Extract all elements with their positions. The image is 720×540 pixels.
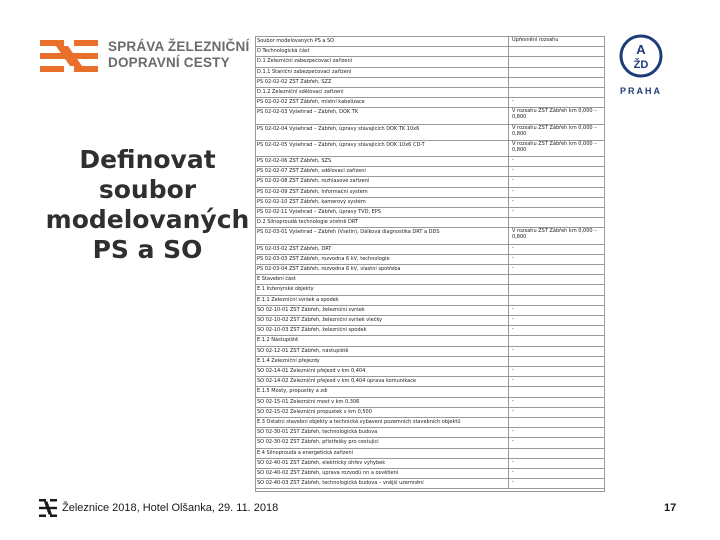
cell-item: PS 02-02-07 ŽST Zábřeh, sdělovací zařízení xyxy=(257,168,366,175)
page-title: Definovat soubor modelovaných PS a SO xyxy=(45,145,250,264)
cell-scope: - xyxy=(512,316,514,322)
cell-scope: - xyxy=(512,305,514,312)
table-row xyxy=(255,140,605,157)
cell-scope: - xyxy=(512,377,514,384)
column-divider xyxy=(508,386,509,396)
cell-item: SO 02-40-03 ŽST Zábřeh, technologická budova – vnější uzemnění xyxy=(257,480,424,487)
cell-scope: - xyxy=(512,208,514,214)
cell-item: E.3 Ostatní stavební objekty a technická vybavení pozemních stavebních objektů xyxy=(257,419,461,425)
cell-item: PS 02-03-04 ŽST Zábřeh, rozvodna 6 kV, vlastní spotřeba xyxy=(257,266,401,272)
cell-scope: - xyxy=(512,157,514,163)
column-divider xyxy=(508,366,509,376)
cell-item: PS 02-02-06 ŽST Zábřeh, SZS xyxy=(257,158,332,164)
cell-item: E.1 Inženýrské objekty xyxy=(257,286,314,293)
column-divider xyxy=(508,284,509,294)
cell-scope: - xyxy=(512,197,514,204)
cell-item: E.1.5 Mosty, propustky a zdi xyxy=(257,388,328,395)
cell-item: SO 02-14-01 Železniční přejezd v km 0,404 xyxy=(257,368,366,374)
table-row xyxy=(255,124,605,141)
column-divider xyxy=(508,156,509,166)
svg-text:A: A xyxy=(636,42,646,57)
svg-text:ŽD: ŽD xyxy=(633,59,649,71)
cell-scope: - xyxy=(512,346,514,353)
column-divider xyxy=(508,77,509,87)
column-divider xyxy=(508,407,509,417)
column-divider xyxy=(508,124,509,140)
cell-scope: - xyxy=(512,458,514,465)
table-row xyxy=(255,107,605,124)
column-divider xyxy=(508,325,509,335)
column-divider xyxy=(508,67,509,77)
cell-scope: - xyxy=(512,397,514,404)
cell-scope: - xyxy=(512,428,514,435)
column-divider xyxy=(508,468,509,478)
cell-scope: - xyxy=(512,265,514,271)
szdc-name-line1: SPRÁVA ŽELEZNIČNÍ xyxy=(108,39,250,54)
cell-item: SO 02-30-01 ŽST Zábřeh, technologická budova xyxy=(257,429,378,436)
cell-item: PS 02-02-05 Vyšehrad – Zábřeh, úpravy stávajících DOK 10x6 ČD-T xyxy=(257,141,425,148)
cell-item: PS 02-02-02 ŽST Zábřeh, SZZ xyxy=(257,78,332,85)
szdc-footer-icon xyxy=(38,498,58,518)
column-divider xyxy=(508,166,509,176)
column-divider xyxy=(508,356,509,366)
cell-scope: - xyxy=(512,177,514,184)
column-divider xyxy=(508,46,509,56)
cell-scope: - xyxy=(512,244,514,251)
footer-text: Železnice 2018, Hotel Olšanka, 29. 11. 2018 xyxy=(62,502,279,514)
cell-item: PS 02-02-02 ŽST Zábřeh, místní kabelizace xyxy=(257,99,365,106)
column-divider xyxy=(508,217,509,227)
column-divider xyxy=(508,56,509,66)
cell-item: PS 02-02-04 Vyšehrad – Zábřeh, úpravy stávajících DOK TK 10x6 xyxy=(257,125,420,132)
cell-scope: V rozsahu ŽST Zábřeh km 0,000 – 0,800 xyxy=(512,108,597,121)
cell-item: D Technologická část xyxy=(257,48,310,55)
column-divider xyxy=(508,97,509,107)
cell-item: E.1.2 Nástupiště xyxy=(257,337,299,344)
column-divider xyxy=(508,264,509,274)
table-row xyxy=(255,478,605,489)
column-divider xyxy=(508,346,509,356)
cell-item: E.1.4 Železniční přejezdy xyxy=(257,357,320,364)
column-divider xyxy=(508,397,509,407)
azd-logo-icon xyxy=(617,32,665,84)
cell-item: D.1 Železniční zabezpečovací zařízení xyxy=(257,58,353,65)
cell-scope: - xyxy=(512,98,514,105)
cell-item: D.2 Silnoproudá technologie včetně DŘT xyxy=(257,219,359,226)
cell-scope: V rozsahu ŽST Zábřeh km 0,000 – 0,800 xyxy=(512,140,597,153)
column-divider xyxy=(508,197,509,207)
cell-item: PS 02-03-03 ŽST Zábřeh, rozvodna 6 kV, technologie xyxy=(257,255,390,262)
szdc-logo-icon xyxy=(38,36,100,76)
szdc-name-line2: DOPRAVNÍ CESTY xyxy=(108,55,230,70)
cell-item: PS 02-02-11 Vyšehrad – Zábřeh, úpravy TVD, EPS xyxy=(257,209,381,215)
cell-scope: - xyxy=(512,438,514,445)
table-row xyxy=(255,227,605,244)
column-divider xyxy=(508,36,509,46)
header-cell-scope: Upřesnění rozsahu xyxy=(512,37,559,43)
cell-scope: - xyxy=(512,326,514,333)
column-divider xyxy=(508,87,509,97)
page-number: 17 xyxy=(664,502,677,514)
column-divider xyxy=(508,295,509,305)
column-divider xyxy=(508,427,509,437)
cell-item: PS 02-03-01 Vyšehrad – Zábřeh (Vsetín), Dálková diagnostika DŘT a DDS xyxy=(257,229,440,236)
azd-city-label: PRAHA xyxy=(620,86,663,96)
cell-item: D.1.1 Staniční zabezpečovací zařízení xyxy=(257,68,352,75)
cell-scope: - xyxy=(512,167,514,174)
cell-item: SO 02-14-02 Železniční přejezd v km 0,404 úprava komunikace xyxy=(257,378,417,385)
column-divider xyxy=(508,254,509,264)
column-divider xyxy=(508,227,509,243)
cell-scope: V rozsahu ŽST Zábřeh km 0,000 – 0,800 xyxy=(512,228,597,241)
column-divider xyxy=(508,274,509,284)
column-divider xyxy=(508,376,509,386)
cell-item: E.4 Silnoproudá a energetická zařízení xyxy=(257,449,354,456)
cell-scope: - xyxy=(512,187,514,194)
column-divider xyxy=(508,107,509,123)
column-divider xyxy=(508,315,509,325)
cell-item: E.1.1 Železniční svršek a spodek xyxy=(257,296,339,303)
cell-scope: - xyxy=(512,407,514,414)
cell-item: E Stavební část xyxy=(257,276,296,283)
cell-scope: - xyxy=(512,469,514,475)
column-divider xyxy=(508,187,509,197)
cell-item: SO 02-30-02 ŽST Zábřeh, přístřešky pro cestující xyxy=(257,439,379,446)
column-divider xyxy=(508,140,509,156)
column-divider xyxy=(508,417,509,427)
header-cell-set: Soubor modelovaných PS a SO xyxy=(257,38,335,44)
cell-item: SO 02-15-02 Železniční propustek v km 0,500 xyxy=(257,408,372,415)
column-divider xyxy=(508,448,509,458)
cell-scope: - xyxy=(512,254,514,261)
cell-item: SO 02-40-02 ŽST Zábřeh, úprava rozvodů nn a osvětlení xyxy=(257,470,399,476)
column-divider xyxy=(508,207,509,217)
column-divider xyxy=(508,305,509,315)
cell-scope: - xyxy=(512,479,514,486)
cell-item: SO 02-40-01 ŽST Zábřeh, elektrický ohřev výhybek xyxy=(257,459,386,466)
cell-scope: - xyxy=(512,367,514,373)
azd-logo xyxy=(617,32,667,94)
column-divider xyxy=(508,176,509,186)
cell-item: SO 02-12-01 ŽST Zábřeh, nástupiště xyxy=(257,347,349,354)
column-divider xyxy=(508,335,509,345)
cell-item: PS 02-02-08 ŽST Zábřeh, rozhlasové zařízení xyxy=(257,178,370,185)
cell-item: PS 02-02-10 ŽST Zábřeh, kamerový systém xyxy=(257,198,366,205)
column-divider xyxy=(508,478,509,488)
cell-item: D.1.2 Železniční sdělovací zařízení xyxy=(257,89,344,95)
column-divider xyxy=(508,458,509,468)
cell-item: PS 02-02-03 Vyšehrad – Zábřeh, DOK TK xyxy=(257,109,359,116)
cell-item: SO 02-10-03 ŽST Zábřeh, železniční spodek xyxy=(257,327,367,334)
column-divider xyxy=(508,244,509,254)
cell-item: SO 02-10-01 ŽST Zábřeh, železniční svršek xyxy=(257,306,365,313)
cell-scope: V rozsahu ŽST Zábřeh km 0,000 – 0,800 xyxy=(512,124,597,137)
cell-item: PS 02-03-02 ŽST Zábřeh, DŘT xyxy=(257,245,332,252)
cell-item: SO 02-15-01 Železniční most v km 0,306 xyxy=(257,398,360,405)
cell-item: SO 02-10-02 ŽST Zábřeh, železniční svršek vlečky xyxy=(257,317,383,323)
column-divider xyxy=(508,437,509,447)
szdc-logo xyxy=(38,36,248,76)
cell-item: PS 02-02-09 ŽST Zábřeh, Informační systém xyxy=(257,188,368,195)
